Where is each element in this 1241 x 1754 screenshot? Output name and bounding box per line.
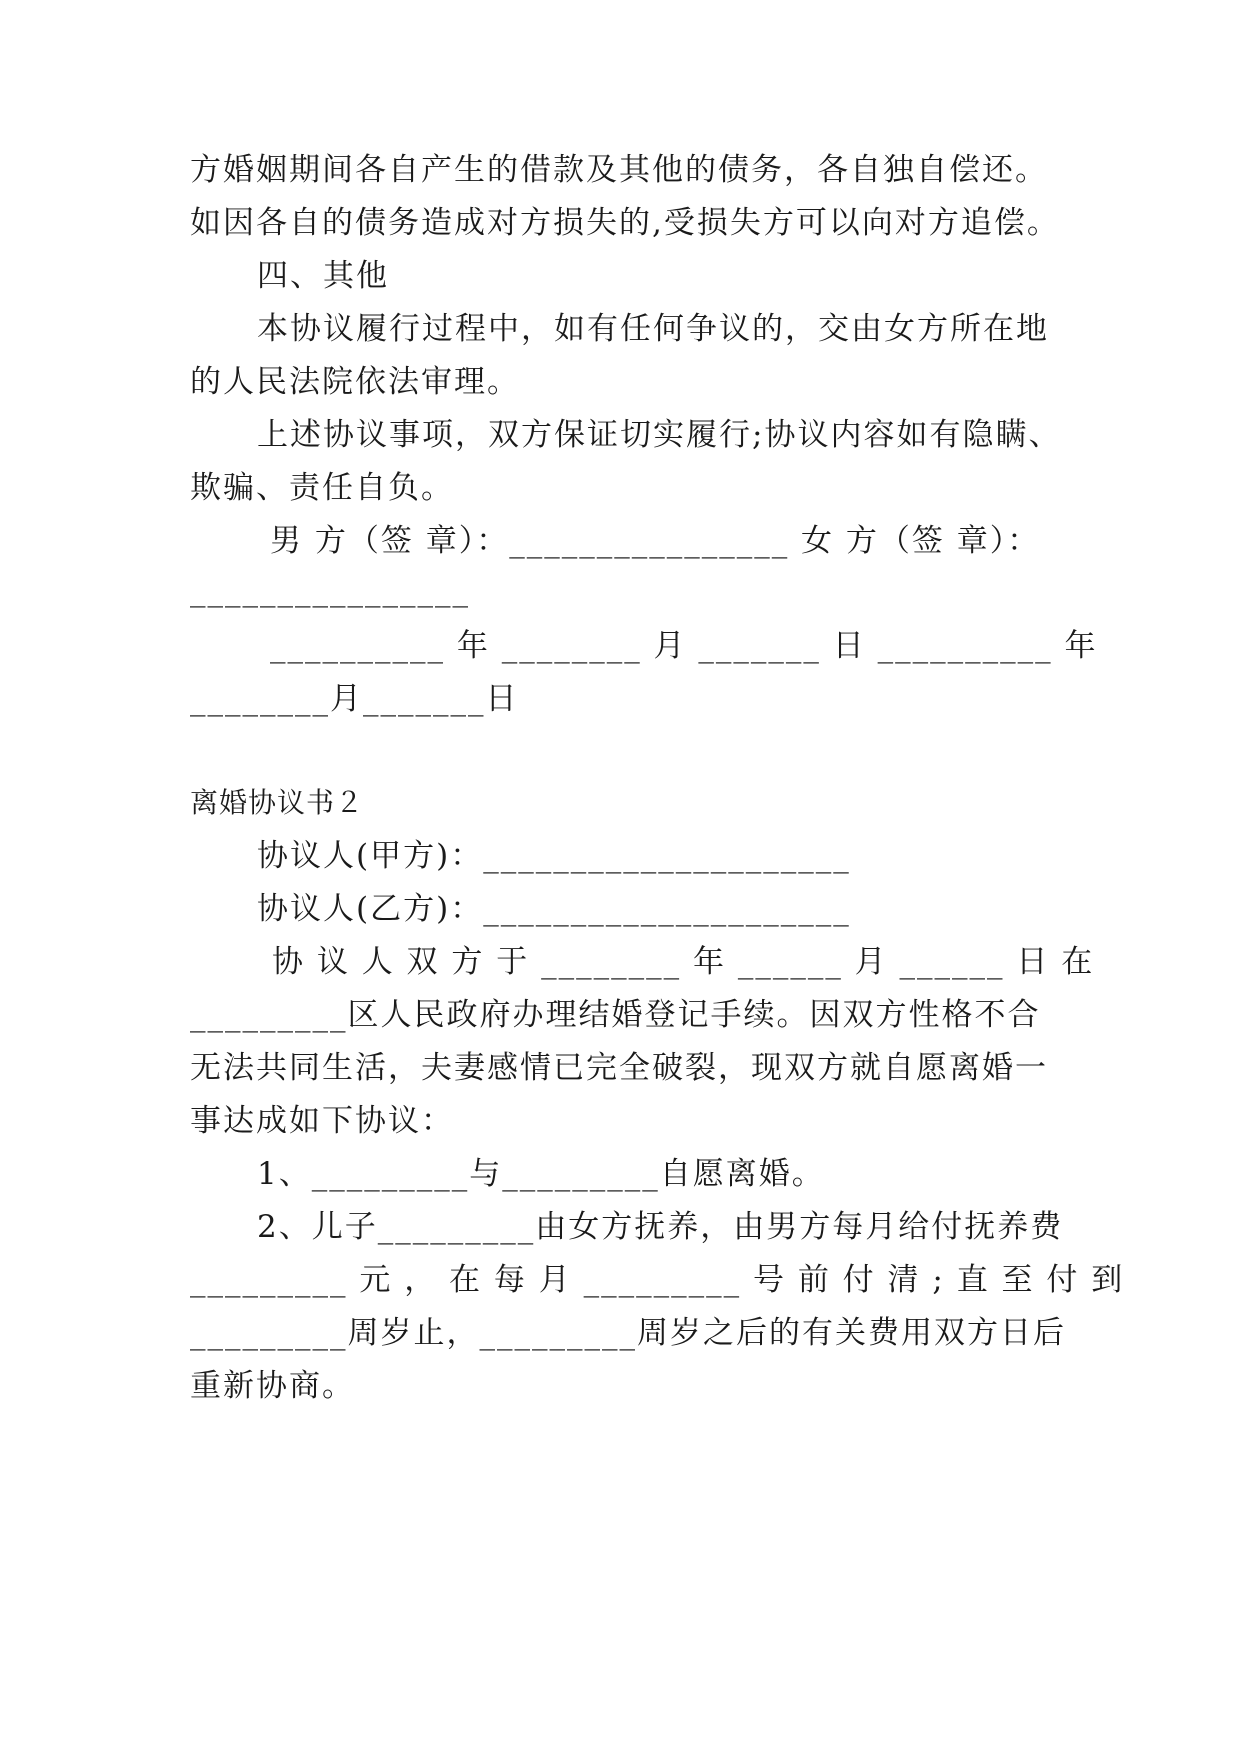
party-b-line: 协议人(乙方)：_____________________ bbox=[257, 891, 851, 927]
text-line: 上述协议事项，双方保证切实履行;协议内容如有隐瞒、 bbox=[257, 417, 1062, 453]
text-line: 欺骗、责任自负。 bbox=[190, 470, 454, 506]
section-heading: 四、其他 bbox=[257, 258, 389, 294]
text-line: _________周岁止，_________周岁之后的有关费用双方日后 bbox=[190, 1315, 1066, 1351]
text-line: 的人民法院依法审理。 bbox=[190, 364, 520, 400]
text-line: _________区人民政府办理结婚登记手续。因双方性格不合 bbox=[190, 997, 1041, 1033]
clause-1: 1、_________与_________自愿离婚。 bbox=[257, 1156, 825, 1192]
text-line: 如因各自的债务造成对方损失的,受损失方可以向对方追偿。 bbox=[190, 205, 1060, 241]
text-line: _________ 元 ， 在 每 月 _________ 号 前 付 清 ; 直 至 付 到 bbox=[190, 1262, 1125, 1298]
text-line: 无法共同生活，夫妻感情已完全破裂，现双方就自愿离婚一 bbox=[190, 1050, 1048, 1086]
party-a-line: 协议人(甲方)：_____________________ bbox=[257, 838, 851, 874]
date-line: ________月_______日 bbox=[190, 681, 519, 717]
signature-line: 男 方（签 章）：________________ 女 方（签 章）： bbox=[270, 523, 1041, 559]
text-line: 事达成如下协议： bbox=[190, 1103, 454, 1139]
clause-2: 2、儿子_________由女方抚养，由男方每月给付抚养费 bbox=[257, 1209, 1064, 1245]
signature-blank: ________________ bbox=[190, 572, 470, 608]
document-title: 离婚协议书２ bbox=[190, 786, 365, 819]
text-line: 协 议 人 双 方 于 ________ 年 ______ 月 ______ 日 在 bbox=[272, 944, 1095, 980]
text-line: 方婚姻期间各自产生的借款及其他的债务，各自独自偿还。 bbox=[190, 152, 1048, 188]
text-line: 本协议履行过程中，如有任何争议的，交由女方所在地 bbox=[257, 311, 1049, 347]
text-line: 重新协商。 bbox=[190, 1368, 355, 1404]
date-line: __________ 年 ________ 月 _______ 日 __________ 年 bbox=[270, 628, 1098, 664]
